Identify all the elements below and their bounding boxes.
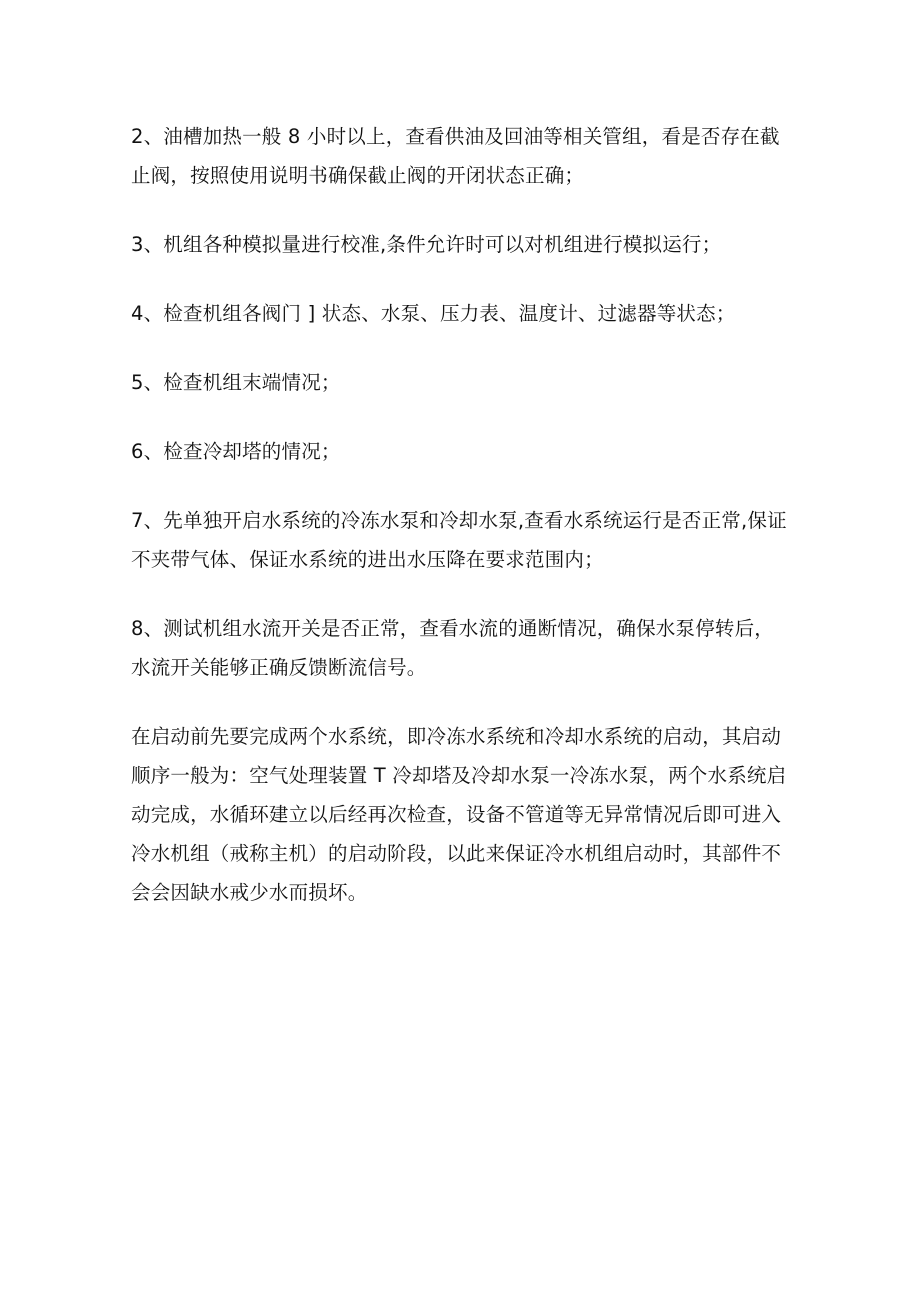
text-line: 顺序一般为：空气处理装置 T 冷却塔及冷却水泵一冷冻水泵，两个水系统启 xyxy=(131,764,787,787)
text-line: 2、油槽加热一般 8 小时以上，查看供油及回油等相关管组，看是否存在截 xyxy=(131,125,780,148)
text-line: 动完成，水循环建立以后经再次检查，设备不管道等无异常情况后即可进入 xyxy=(131,803,782,826)
text-line: 水流开关能够正确反馈断流信号。 xyxy=(131,656,427,679)
text-line: 在启动前先要完成两个水系统，即冷冻水系统和冷却水系统的启动，其启动 xyxy=(131,725,782,748)
paragraph-startup-sequence xyxy=(131,717,792,912)
text-line: 不夹带气体、保证水系统的进出水压降在要求范围内； xyxy=(131,548,604,571)
text-line: 6、检查冷却塔的情况； xyxy=(131,440,341,463)
paragraph-step-2 xyxy=(131,117,792,195)
paragraph-step-6 xyxy=(131,432,792,471)
paragraph-step-8 xyxy=(131,609,792,687)
paragraph-step-4 xyxy=(131,294,792,333)
paragraph-step-3 xyxy=(131,225,792,264)
text-line: 5、检查机组末端情况； xyxy=(131,371,341,394)
paragraph-step-7 xyxy=(131,501,792,579)
text-line: 止阀，按照使用说明书确保截止阀的开闭状态正确； xyxy=(131,164,585,187)
text-line: 4、检查机组各阀门 ] 状态、水泵、压力表、温度计、过滤器等状态； xyxy=(131,302,736,325)
text-line: 会会因缺水戒少水而损坏。 xyxy=(131,881,368,904)
text-line: 7、先单独开启水系统的冷冻水泵和冷却水泵,查看水系统运行是否正常,保证 xyxy=(131,509,787,532)
text-line: 冷水机组（戒称主机）的启动阶段，以此来保证冷水机组启动时，其部件不 xyxy=(131,842,782,865)
paragraph-step-5 xyxy=(131,363,792,402)
text-line: 8、测试机组水流开关是否正常，查看水流的通断情况，确保水泵停转后， xyxy=(131,617,775,640)
text-line: 3、机组各种模拟量进行校准,条件允许时可以对机组进行模拟运行； xyxy=(131,233,722,256)
